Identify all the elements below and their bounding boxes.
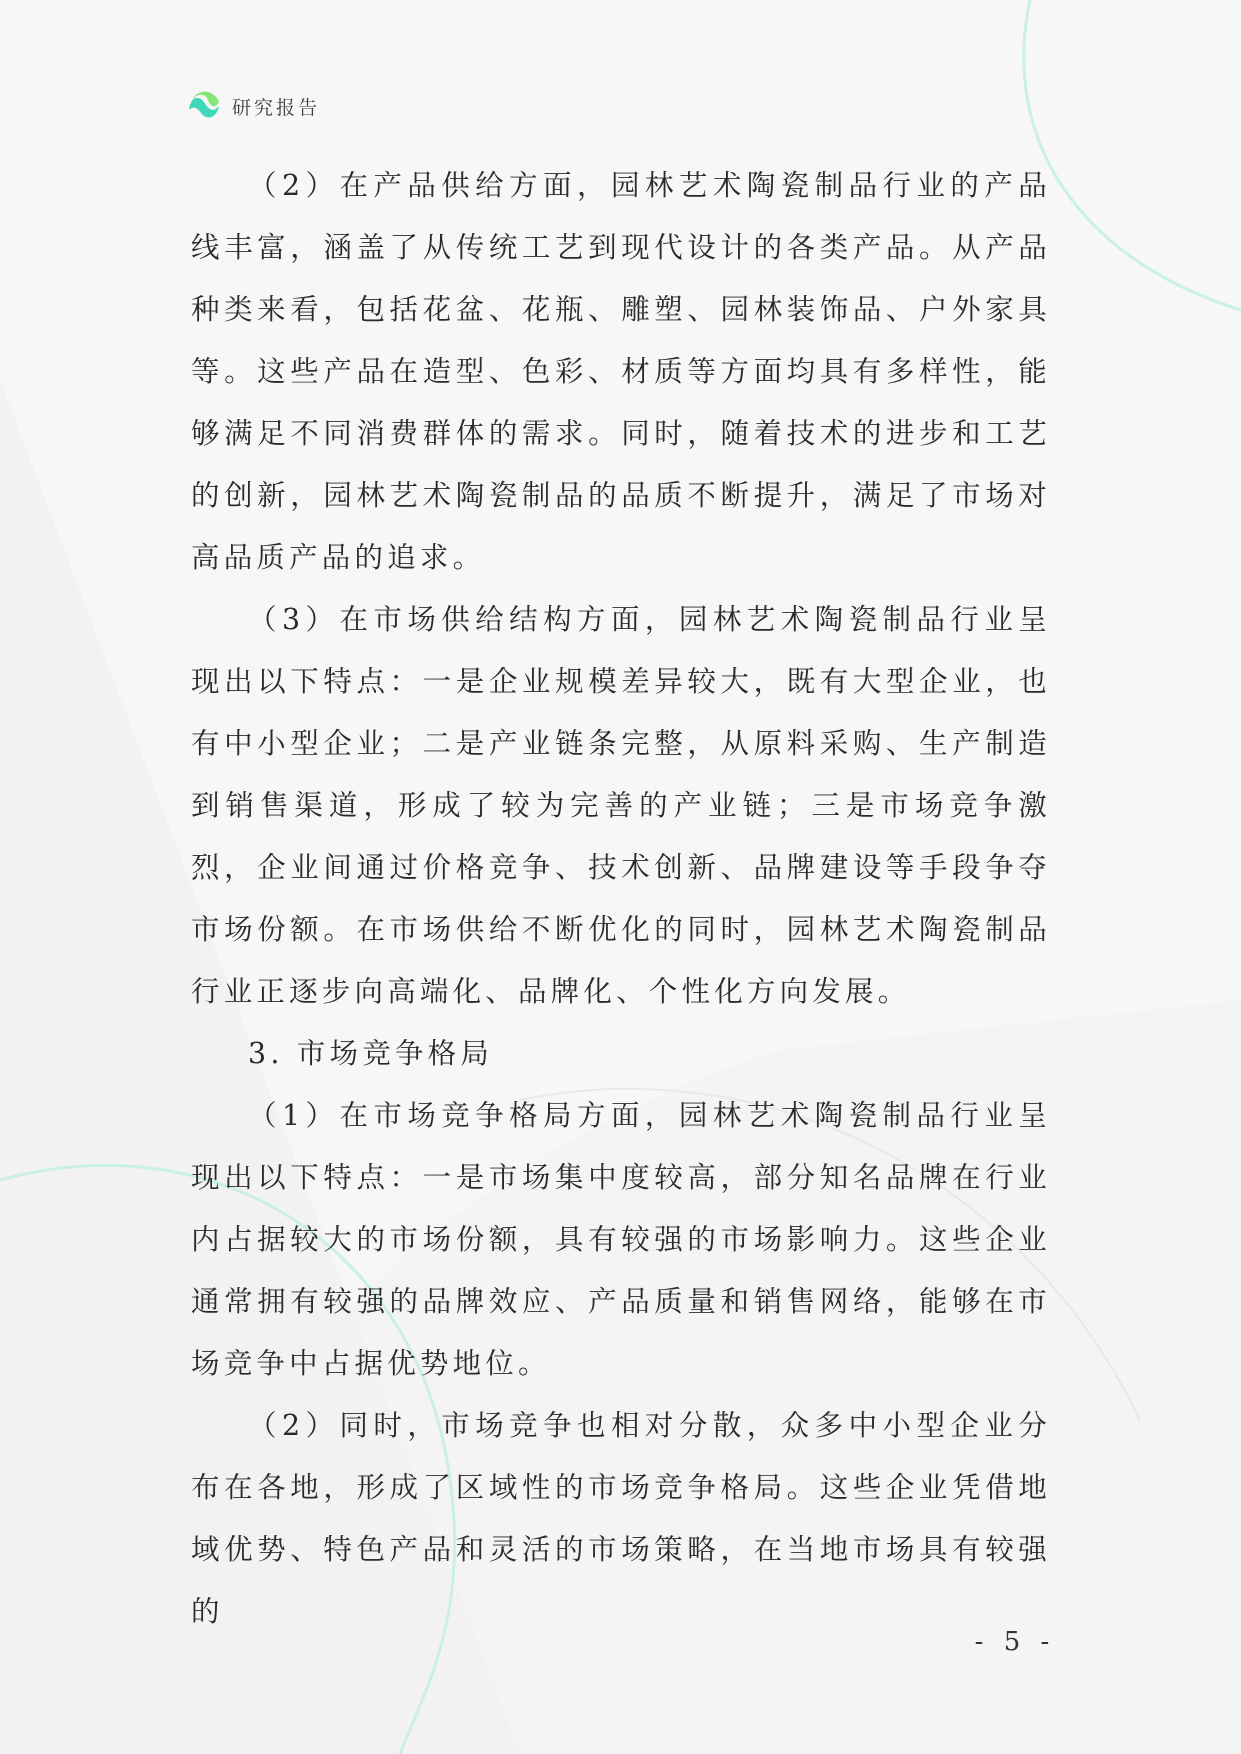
header-title: 研究报告	[232, 96, 321, 119]
document-body	[191, 155, 1051, 1643]
leaf-swirl-logo-icon	[186, 88, 222, 124]
page-number: - 5 -	[974, 1627, 1056, 1657]
report-header	[186, 88, 320, 124]
section-heading: 3. 市场竞争格局	[248, 1037, 494, 1070]
paragraph-product-supply: （2）在产品供给方面，园林艺术陶瓷制品行业的产品线丰富，涵盖了从传统工艺到现代设计的各类产品。从产品种类来看，包括花盆、花瓶、雕塑、园林装饰品、户外家具等。这些产品在造型、色彩、材质等方面均具有多样性，能够满足不同消费群体的需求。同时，随着技术的进步和工艺的创新，园林艺术陶瓷制品的品质不断提升，满足了市场对高品质产品的追求。	[191, 169, 1051, 574]
paragraph-competition-dispersed: （2）同时，市场竞争也相对分散，众多中小型企业分布在各地，形成了区域性的市场竞争格局。这些企业凭借地域优势、特色产品和灵活的市场策略，在当地市场具有较强的	[191, 1409, 1051, 1628]
paragraph-supply-structure: （3）在市场供给结构方面，园林艺术陶瓷制品行业呈现出以下特点：一是企业规模差异较大，既有大型企业，也有中小型企业；二是产业链条完整，从原料采购、生产制造到销售渠道，形成了较为完善的产业链；三是市场竞争激烈，企业间通过价格竞争、技术创新、品牌建设等手段争夺市场份额。在市场供给不断优化的同时，园林艺术陶瓷制品行业正逐步向高端化、品牌化、个性化方向发展。	[191, 603, 1051, 1008]
paragraph-competition-pattern: （1）在市场竞争格局方面，园林艺术陶瓷制品行业呈现出以下特点：一是市场集中度较高，部分知名品牌在行业内占据较大的市场份额，具有较强的市场影响力。这些企业通常拥有较强的品牌效应、产品质量和销售网络，能够在市场竞争中占据优势地位。	[191, 1099, 1051, 1380]
